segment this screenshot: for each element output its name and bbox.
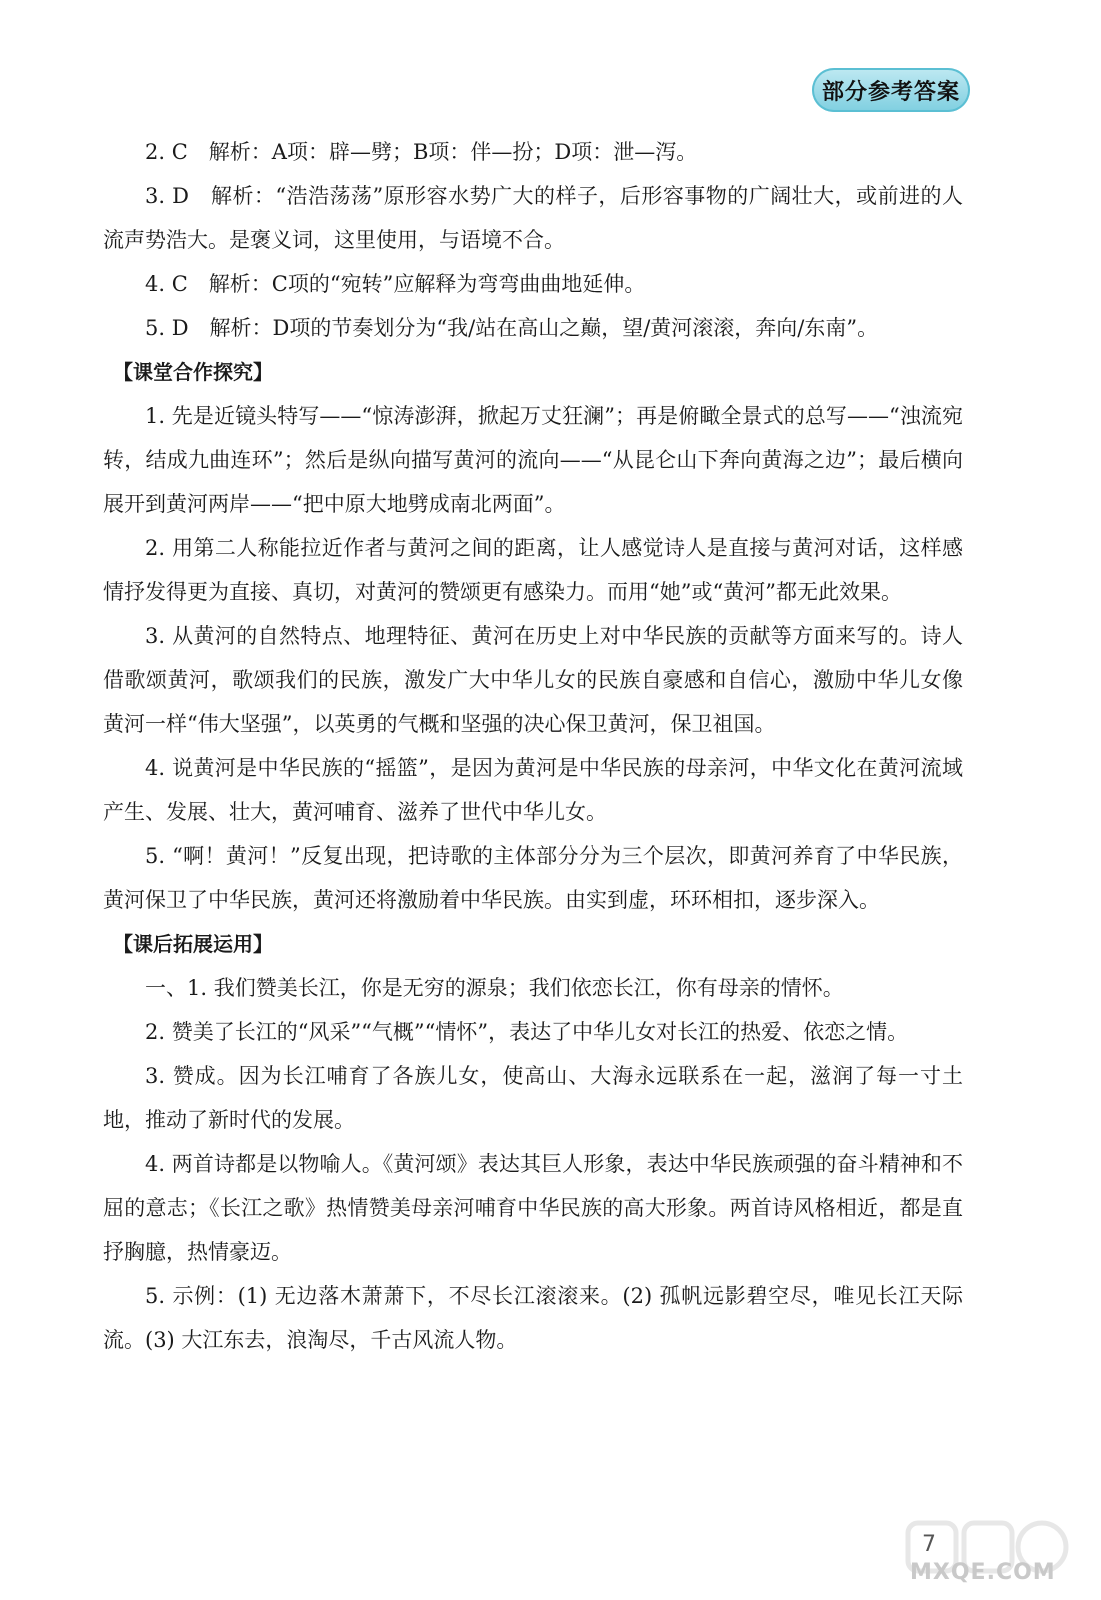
answer-content: [103, 130, 963, 1362]
answer-item: 2. 用第二人称能拉近作者与黄河之间的距离，让人感觉诗人是直接与黄河对话，这样感情抒发得更为直接、真切，对黄河的赞颂更有感染力。而用“她”或“黄河”都无此效果。: [103, 536, 963, 604]
section-title-extension: 【课后拓展运用】: [113, 932, 273, 956]
answer-item: 3. 从黄河的自然特点、地理特征、黄河在历史上对中华民族的贡献等方面来写的。诗人借歌颂黄河，歌颂我们的民族，激发广大中华儿女的民族自豪感和自信心，激励中华儿女像黄河一样“伟大坚强”，以英勇的气概和坚强的决心保卫黄河，保卫祖国。: [103, 624, 963, 736]
answer-item: 1. 先是近镜头特写——“惊涛澎湃，掀起万丈狂澜”；再是俯瞰全景式的总写——“浊流宛转，结成九曲连环”；然后是纵向描写黄河的流向——“从昆仑山下奔向黄海之边”；最后横向展开到黄河两岸——“把中原大地劈成南北两面”。: [103, 404, 963, 516]
answer-item: 3. D 解析：“浩浩荡荡”原形容水势广大的样子，后形容事物的广阔壮大，或前进的人流声势浩大。是褒义词，这里使用，与语境不合。: [103, 184, 963, 252]
answer-item: 一、1. 我们赞美长江，你是无穷的源泉；我们依恋长江，你有母亲的情怀。: [145, 976, 844, 1000]
answer-item: 5. D 解析：D项的节奏划分为“我/站在高山之巅，望/黄河滚滚，奔向/东南”。: [145, 316, 879, 340]
section-header-tab: 部分参考答案: [812, 68, 970, 112]
answer-item: 5. 示例：(1) 无边落木萧萧下，不尽长江滚滚来。(2) 孤帆远影碧空尽，唯见长江天际流。(3) 大江东去，浪淘尽，千古风流人物。: [103, 1284, 963, 1352]
answer-item: 4. 说黄河是中华民族的“摇篮”，是因为黄河是中华民族的母亲河，中华文化在黄河流域产生、发展、壮大，黄河哺育、滋养了世代中华儿女。: [103, 756, 963, 824]
page-number: 7: [922, 1532, 936, 1557]
answer-item: 4. C 解析：C项的“宛转”应解释为弯弯曲曲地延伸。: [145, 272, 646, 296]
answer-item: 3. 赞成。因为长江哺育了各族儿女，使高山、大海永远联系在一起，滋润了每一寸土地，推动了新时代的发展。: [103, 1064, 963, 1132]
answer-item: 4. 两首诗都是以物喻人。《黄河颂》表达其巨人形象，表达中华民族顽强的奋斗精神和不屈的意志；《长江之歌》热情赞美母亲河哺育中华民族的高大形象。两首诗风格相近，都是直抒胸臆，热情豪迈。: [103, 1152, 963, 1264]
section-title-classroom: 【课堂合作探究】: [113, 360, 273, 384]
answer-item: 2. 赞美了长江的“风采”“气概”“情怀”，表达了中华儿女对长江的热爱、依恋之情。: [145, 1020, 909, 1044]
answer-item: 5. “啊！黄河！”反复出现，把诗歌的主体部分分为三个层次，即黄河养育了中华民族，黄河保卫了中华民族，黄河还将激励着中华民族。由实到虚，环环相扣，逐步深入。: [103, 844, 963, 912]
answer-item: 2. C 解析：A项：辟—劈；B项：伴—扮；D项：泄—泻。: [145, 140, 698, 164]
watermark-site: MXQE.COM: [910, 1560, 1056, 1585]
